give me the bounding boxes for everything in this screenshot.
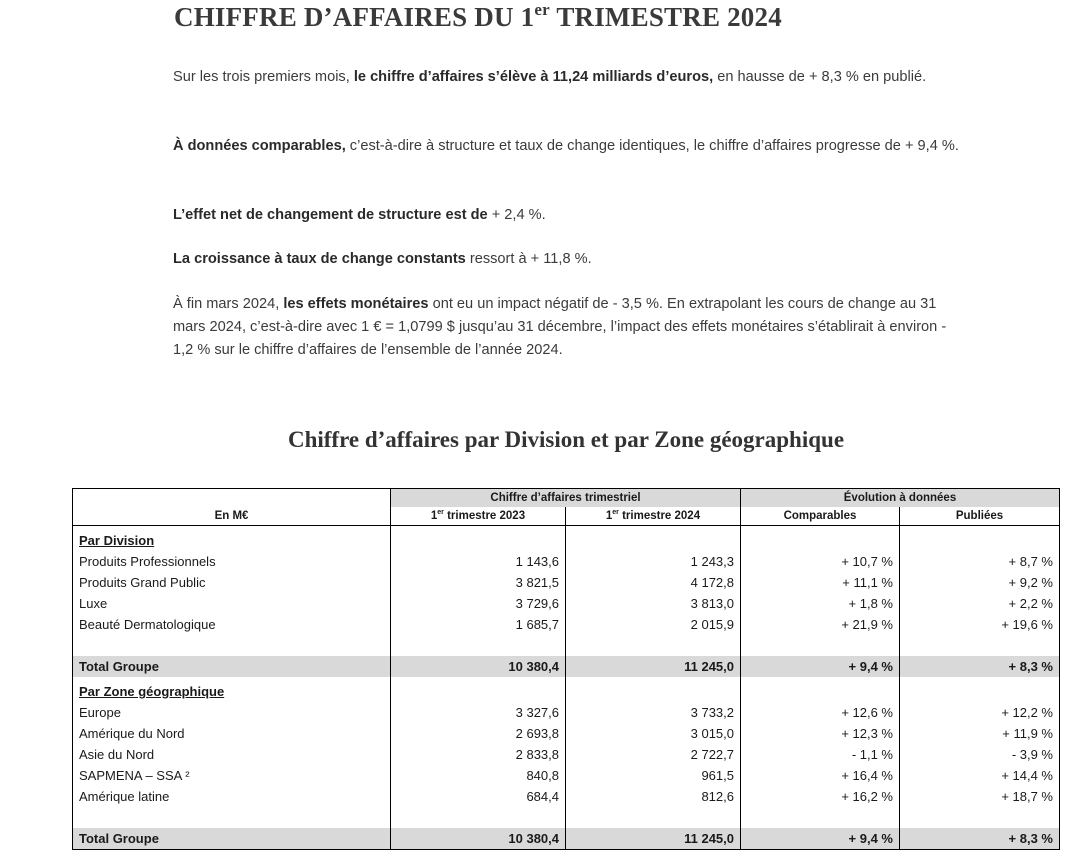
table-row bbox=[73, 744, 1060, 765]
header-superscript: er bbox=[437, 509, 444, 516]
paragraph-structure bbox=[173, 204, 963, 227]
cell-comparables: + 1,8 % bbox=[741, 593, 900, 614]
empty-cell bbox=[741, 526, 900, 552]
cell-publiees: + 12,2 % bbox=[900, 702, 1060, 723]
section-heading-division: Par Division bbox=[73, 526, 391, 552]
paragraph-bold: les effets monétaires bbox=[283, 296, 429, 312]
header-group-quarterly-revenue: Chiffre d’affaires trimestriel bbox=[391, 489, 741, 508]
header-text: trimestre 2024 bbox=[618, 510, 701, 522]
empty-cell bbox=[900, 635, 1060, 656]
paragraph-text: en hausse de + 8,3 % en publié. bbox=[713, 69, 927, 85]
header-unit: En M€ bbox=[73, 507, 391, 526]
total-row-division bbox=[73, 656, 1060, 677]
section-row-division bbox=[73, 526, 1060, 552]
header-row-groups bbox=[73, 489, 1060, 508]
row-label: Luxe bbox=[73, 593, 391, 614]
header-comparables: Comparables bbox=[741, 507, 900, 526]
cell-publiees: - 3,9 % bbox=[900, 744, 1060, 765]
title-suffix: TRIMESTRE 2024 bbox=[549, 2, 782, 32]
header-q1-2023 bbox=[391, 507, 566, 526]
total-comparables: + 9,4 % bbox=[741, 828, 900, 850]
paragraph-revenue bbox=[173, 66, 963, 89]
cell-q1-2023: 1 685,7 bbox=[391, 614, 566, 635]
paragraph-text: c’est-à-dire à structure et taux de change identiques, le chiffre d’affaires progresse de + 9,4 %. bbox=[345, 138, 959, 154]
empty-cell bbox=[900, 677, 1060, 702]
cell-q1-2024: 1 243,3 bbox=[566, 551, 741, 572]
cell-q1-2023: 2 833,8 bbox=[391, 744, 566, 765]
total-q1-2024: 11 245,0 bbox=[566, 828, 741, 850]
cell-q1-2024: 3 015,0 bbox=[566, 723, 741, 744]
cell-comparables: + 12,6 % bbox=[741, 702, 900, 723]
cell-q1-2024: 2 015,9 bbox=[566, 614, 741, 635]
row-label: Amérique latine bbox=[73, 786, 391, 807]
cell-q1-2023: 684,4 bbox=[391, 786, 566, 807]
cell-comparables: + 12,3 % bbox=[741, 723, 900, 744]
spacer-row bbox=[73, 807, 1060, 828]
cell-q1-2024: 812,6 bbox=[566, 786, 741, 807]
cell-q1-2023: 840,8 bbox=[391, 765, 566, 786]
header-text: 1 bbox=[430, 510, 438, 522]
table-title: Chiffre d’affaires par Division et par Zone géographique bbox=[287, 427, 845, 452]
cell-q1-2023: 3 821,5 bbox=[391, 572, 566, 593]
total-label: Total Groupe bbox=[73, 828, 391, 850]
empty-cell bbox=[73, 635, 391, 656]
cell-q1-2024: 4 172,8 bbox=[566, 572, 741, 593]
empty-cell bbox=[741, 677, 900, 702]
section-row-zone bbox=[73, 677, 1060, 702]
table-row bbox=[73, 765, 1060, 786]
total-publiees: + 8,3 % bbox=[900, 656, 1060, 677]
row-label: Amérique du Nord bbox=[73, 723, 391, 744]
empty-cell bbox=[900, 807, 1060, 828]
cell-q1-2024: 3 733,2 bbox=[566, 702, 741, 723]
table-row bbox=[73, 551, 1060, 572]
paragraph-text: À fin mars 2024, bbox=[173, 296, 284, 312]
paragraph-text: Sur les trois premiers mois, bbox=[173, 69, 354, 85]
paragraph-comparable bbox=[173, 135, 963, 158]
total-comparables: + 9,4 % bbox=[741, 656, 900, 677]
cell-q1-2023: 1 143,6 bbox=[391, 551, 566, 572]
section-heading-zone: Par Zone géographique bbox=[73, 677, 391, 702]
header-group-evolution: Évolution à données bbox=[741, 489, 1060, 508]
paragraph-text: ressort à + 11,8 %. bbox=[465, 251, 592, 267]
paragraph-text: + 2,4 %. bbox=[487, 207, 546, 223]
header-empty-cell bbox=[73, 489, 391, 508]
empty-cell bbox=[73, 807, 391, 828]
total-label: Total Groupe bbox=[73, 656, 391, 677]
header-publiees: Publiées bbox=[900, 507, 1060, 526]
row-label: SAPMENA – SSA ² bbox=[73, 765, 391, 786]
empty-cell bbox=[566, 635, 741, 656]
cell-q1-2023: 3 327,6 bbox=[391, 702, 566, 723]
total-publiees: + 8,3 % bbox=[900, 828, 1060, 850]
cell-publiees: + 19,6 % bbox=[900, 614, 1060, 635]
paragraph-currency-effects bbox=[173, 293, 963, 362]
cell-publiees: + 11,9 % bbox=[900, 723, 1060, 744]
total-q1-2023: 10 380,4 bbox=[391, 828, 566, 850]
empty-cell bbox=[391, 807, 566, 828]
title-superscript: er bbox=[534, 0, 550, 19]
cell-publiees: + 8,7 % bbox=[900, 551, 1060, 572]
paragraph-text: ont eu un impact négatif de - 3,5 %. En extrapolant les cours de change au 31 mars 2024, c’est-à-dire avec 1 € = 1,0799 $ jusqu’au 31 décembre, l’impact des effets monétaires s’établirait à environ - 1,2 % sur le chiffre d’affaires de l’ensemble de l’année 2024. bbox=[173, 296, 947, 358]
empty-cell bbox=[391, 677, 566, 702]
table-row bbox=[73, 723, 1060, 744]
cell-comparables: + 21,9 % bbox=[741, 614, 900, 635]
empty-cell bbox=[566, 526, 741, 552]
empty-cell bbox=[741, 807, 900, 828]
total-q1-2024: 11 245,0 bbox=[566, 656, 741, 677]
empty-cell bbox=[391, 526, 566, 552]
table-row bbox=[73, 786, 1060, 807]
row-label: Produits Professionnels bbox=[73, 551, 391, 572]
empty-cell bbox=[900, 526, 1060, 552]
cell-publiees: + 14,4 % bbox=[900, 765, 1060, 786]
total-q1-2023: 10 380,4 bbox=[391, 656, 566, 677]
page-title bbox=[174, 2, 782, 33]
cell-comparables: + 16,4 % bbox=[741, 765, 900, 786]
title-prefix: CHIFFRE D’AFFAIRES DU 1 bbox=[174, 2, 535, 32]
cell-comparables: + 16,2 % bbox=[741, 786, 900, 807]
table-row bbox=[73, 593, 1060, 614]
cell-comparables: + 10,7 % bbox=[741, 551, 900, 572]
row-label: Europe bbox=[73, 702, 391, 723]
paragraph-bold: La croissance à taux de change constants bbox=[173, 251, 466, 267]
paragraph-bold: À données comparables, bbox=[173, 138, 346, 154]
table-row bbox=[73, 572, 1060, 593]
table-row bbox=[73, 702, 1060, 723]
row-label: Asie du Nord bbox=[73, 744, 391, 765]
header-row-columns bbox=[73, 507, 1060, 526]
cell-publiees: + 9,2 % bbox=[900, 572, 1060, 593]
header-superscript: er bbox=[612, 509, 619, 516]
empty-cell bbox=[391, 635, 566, 656]
header-q1-2024 bbox=[566, 507, 741, 526]
cell-q1-2024: 2 722,7 bbox=[566, 744, 741, 765]
empty-cell bbox=[566, 677, 741, 702]
cell-comparables: + 11,1 % bbox=[741, 572, 900, 593]
table-row bbox=[73, 614, 1060, 635]
cell-q1-2024: 3 813,0 bbox=[566, 593, 741, 614]
spacer-row bbox=[73, 635, 1060, 656]
cell-q1-2024: 961,5 bbox=[566, 765, 741, 786]
header-text: trimestre 2023 bbox=[443, 510, 526, 522]
empty-cell bbox=[566, 807, 741, 828]
paragraph-bold: L’effet net de changement de structure est de bbox=[173, 207, 488, 223]
paragraph-bold: le chiffre d’affaires s’élève à 11,24 milliards d’euros, bbox=[353, 69, 714, 85]
cell-q1-2023: 2 693,8 bbox=[391, 723, 566, 744]
cell-comparables: - 1,1 % bbox=[741, 744, 900, 765]
cell-q1-2023: 3 729,6 bbox=[391, 593, 566, 614]
header-text: 1 bbox=[605, 510, 613, 522]
paragraph-constant-currency bbox=[173, 248, 963, 271]
empty-cell bbox=[741, 635, 900, 656]
total-row-zone bbox=[73, 828, 1060, 850]
revenue-table bbox=[72, 488, 1060, 850]
row-label: Beauté Dermatologique bbox=[73, 614, 391, 635]
cell-publiees: + 2,2 % bbox=[900, 593, 1060, 614]
row-label: Produits Grand Public bbox=[73, 572, 391, 593]
cell-publiees: + 18,7 % bbox=[900, 786, 1060, 807]
